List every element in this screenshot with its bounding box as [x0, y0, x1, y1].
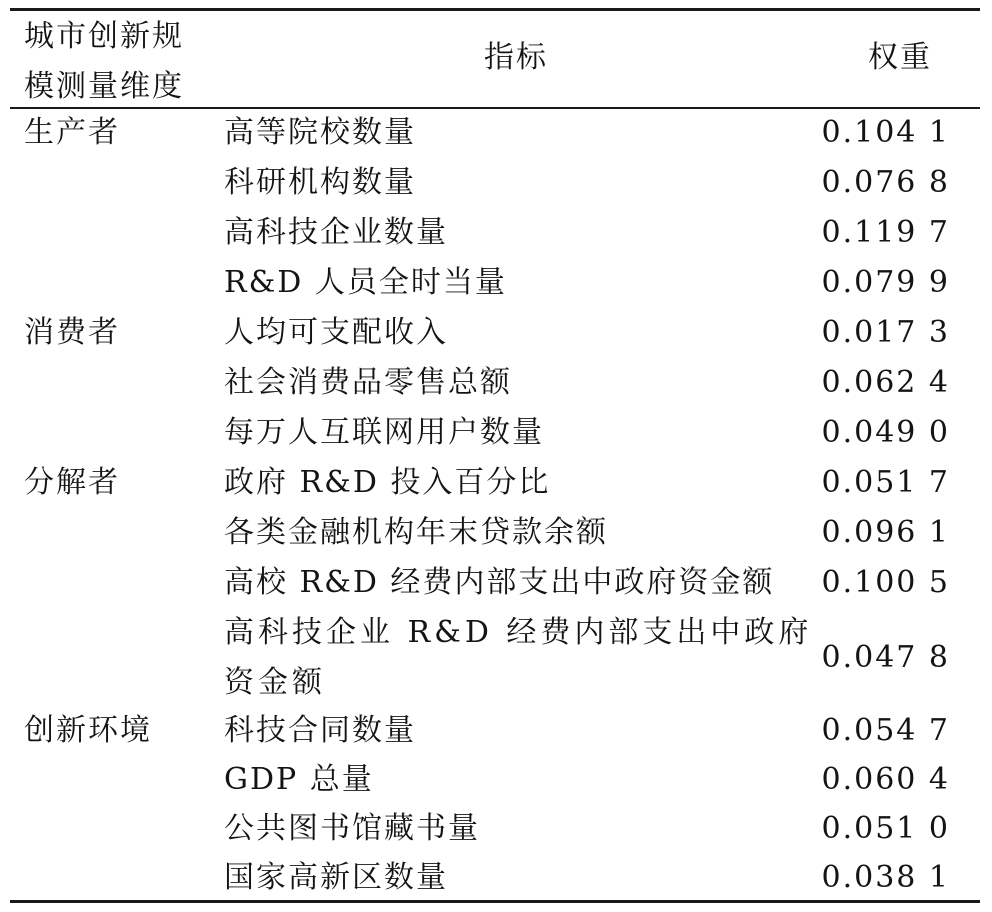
table-row: [0, 408, 992, 458]
row-weight: 0.054 7: [821, 713, 950, 748]
row-weight: 0.079 9: [821, 265, 950, 300]
table-row: [0, 558, 992, 608]
table-row: [0, 608, 992, 708]
row-weight: 0.017 3: [821, 315, 950, 350]
row-weight: 0.051 0: [821, 811, 950, 846]
row-category: 分解者: [24, 465, 120, 500]
row-weight: 0.051 7: [821, 465, 950, 500]
row-indicator: 高等院校数量: [224, 115, 416, 150]
table-row: [0, 508, 992, 558]
row-category: 生产者: [24, 115, 120, 150]
header-weight: 权重: [868, 40, 932, 75]
table-row: [0, 258, 992, 308]
row-weight: 0.100 5: [821, 565, 950, 600]
row-weight: 0.047 8: [821, 640, 950, 675]
row-indicator: 政府 R&D 投入百分比: [224, 465, 551, 500]
header-dimension: [24, 12, 214, 112]
row-indicator: 科研机构数量: [224, 165, 416, 200]
header-indicator: 指标: [484, 40, 548, 75]
header-dimension-line2: 模测量维度: [24, 69, 184, 104]
row-weight: 0.104 1: [821, 115, 950, 150]
table-row: [0, 458, 992, 508]
row-category: 消费者: [24, 315, 120, 350]
table-row: [0, 208, 992, 258]
row-indicator: 国家高新区数量: [224, 860, 448, 895]
row-indicator: 高科技企业数量: [224, 215, 448, 250]
table-row: [0, 755, 992, 805]
row-weight: 0.096 1: [821, 515, 950, 550]
row-indicator: 公共图书馆藏书量: [224, 811, 480, 846]
row-indicator: 高科技企业 R&D 经费内部支出中政府资金额: [224, 615, 813, 700]
top-rule: [10, 8, 980, 11]
row-weight: 0.062 4: [821, 365, 950, 400]
row-weight: 0.038 1: [821, 860, 950, 895]
row-indicator: 社会消费品零售总额: [224, 365, 512, 400]
header-dimension-line1: 城市创新规: [24, 19, 184, 54]
row-indicator: 各类金融机构年末贷款余额: [224, 515, 608, 550]
table-row: [0, 358, 992, 408]
row-weight: 0.119 7: [821, 215, 950, 250]
row-indicator: 高校 R&D 经费内部支出中政府资金额: [224, 565, 775, 600]
row-category: 创新环境: [24, 713, 152, 748]
row-weight: 0.076 8: [821, 165, 950, 200]
table-row: [0, 853, 992, 903]
bottom-rule: [10, 900, 980, 903]
table-row: [0, 308, 992, 358]
row-weight: 0.049 0: [821, 415, 950, 450]
table-row: [0, 804, 992, 854]
row-indicator: GDP 总量: [224, 762, 374, 797]
row-indicator: R&D 人员全时当量: [224, 265, 507, 300]
table-row: [0, 108, 992, 158]
row-indicator: 每万人互联网用户数量: [224, 415, 544, 450]
table-row: [0, 706, 992, 756]
row-indicator: 人均可支配收入: [224, 315, 448, 350]
table-row: [0, 158, 992, 208]
row-indicator: 科技合同数量: [224, 713, 416, 748]
row-weight: 0.060 4: [821, 762, 950, 797]
